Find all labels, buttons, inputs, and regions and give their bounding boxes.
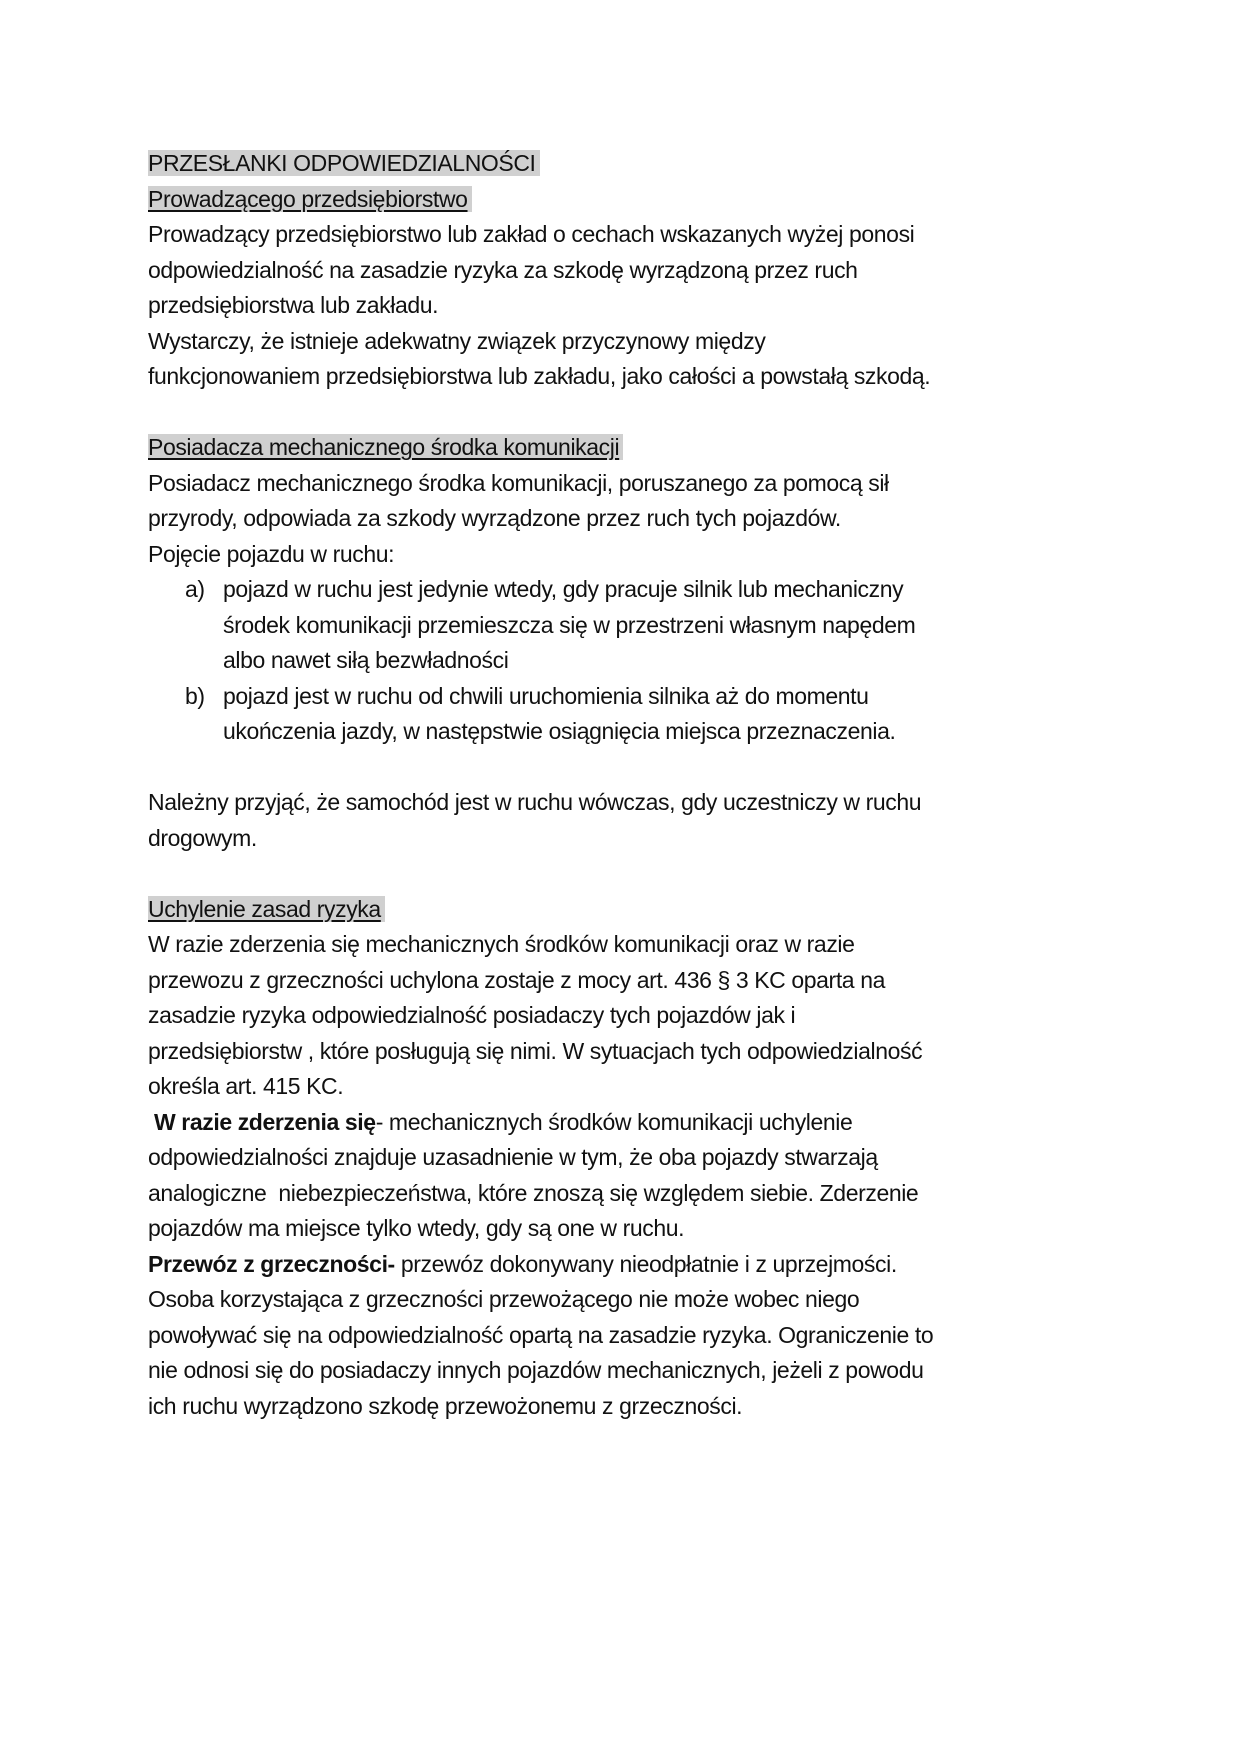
paragraph-line: funkcjonowaniem przedsiębiorstwa lub zakładu, jako całości a powstałą szkodą. (148, 363, 931, 389)
document-title: PRZESŁANKI ODPOWIEDZIALNOŚCI (148, 150, 540, 176)
paragraph-line: powoływać się na odpowiedzialność opartą na zasadzie ryzyka. Ograniczenie to (148, 1321, 934, 1348)
document-page (148, 146, 1108, 1424)
list-marker: a) (185, 576, 205, 602)
list-line: pojazd jest w ruchu od chwili uruchomienia silnika aż do momentu (223, 682, 869, 709)
paragraph-line: ich ruchu wyrządzono szkodę przewożonemu z grzeczności. (148, 1392, 743, 1419)
paragraph-line: Posiadacz mechanicznego środka komunikacji, poruszanego za pomocą sił (148, 469, 889, 496)
paragraph-line: pojazdów ma miejsce tylko wtedy, gdy są one w ruchu. (148, 1215, 685, 1241)
list-line: środek komunikacji przemieszcza się w przestrzeni własnym napędem (223, 611, 916, 638)
paragraph-line: W razie zderzenia się mechanicznych środków komunikacji oraz w razie (148, 931, 855, 957)
list-item (148, 679, 1108, 750)
list-line: pojazd w ruchu jest jedynie wtedy, gdy pracuje silnik lub mechaniczny (223, 576, 904, 602)
paragraph-line: Należny przyjąć, że samochód jest w ruchu wówczas, gdy uczestniczy w ruchu (148, 789, 922, 815)
paragraph-line: Wystarczy, że istnieje adekwatny związek przyczynowy między (148, 327, 766, 354)
section-heading: Uchylenie zasad ryzyka (148, 896, 385, 922)
paragraph-line: Osoba korzystająca z grzeczności przewożącego nie może wobec niego (148, 1286, 860, 1312)
paragraph-line: odpowiedzialności znajduje uzasadnienie w tym, że oba pojazdy stwarzają (148, 1144, 878, 1170)
paragraph-line: przedsiębiorstw , które posługują się nimi. W sytuacjach tych odpowiedzialność (148, 1037, 923, 1064)
list-marker: b) (185, 682, 205, 709)
section-heading: Prowadzącego przedsiębiorstwo (148, 186, 472, 212)
section-heading: Posiadacza mechanicznego środka komunikacji (148, 434, 623, 460)
paragraph-line: przedsiębiorstwa lub zakładu. (148, 292, 439, 318)
paragraph-line (148, 1105, 1108, 1141)
paragraph-line: określa art. 415 KC. (148, 1073, 344, 1099)
list-line: albo nawet siłą bezwładności (223, 647, 509, 673)
list-item (148, 572, 1108, 679)
paragraph-line: Prowadzący przedsiębiorstwo lub zakład o cechach wskazanych wyżej ponosi (148, 221, 915, 247)
bold-term: Przewóz z grzeczności- (148, 1250, 395, 1277)
paragraph-line: analogiczne niebezpieczeństwa, które znoszą się względem siebie. Zderzenie (148, 1179, 919, 1206)
list-line: ukończenia jazdy, w następstwie osiągnięcia miejsca przeznaczenia. (223, 718, 896, 744)
paragraph-line: drogowym. (148, 824, 257, 851)
paragraph-line: zasadzie ryzyka odpowiedzialność posiadaczy tych pojazdów jak i (148, 1002, 796, 1028)
term-definition: przewóz dokonywany nieodpłatnie i z uprzejmości. (394, 1250, 897, 1277)
paragraph-line: przewozu z grzeczności uchylona zostaje z mocy art. 436 § 3 KC oparta na (148, 966, 885, 993)
paragraph-line (148, 1247, 1108, 1283)
term-definition: - mechanicznych środków komunikacji uchylenie (375, 1108, 853, 1135)
paragraph-line: Pojęcie pojazdu w ruchu: (148, 540, 395, 567)
paragraph-line: przyrody, odpowiada za szkody wyrządzone przez ruch tych pojazdów. (148, 505, 841, 531)
paragraph-line: nie odnosi się do posiadaczy innych pojazdów mechanicznych, jeżeli z powodu (148, 1357, 924, 1383)
paragraph-line: odpowiedzialność na zasadzie ryzyka za szkodę wyrządzoną przez ruch (148, 256, 858, 283)
bold-term: W razie zderzenia się (148, 1108, 376, 1135)
